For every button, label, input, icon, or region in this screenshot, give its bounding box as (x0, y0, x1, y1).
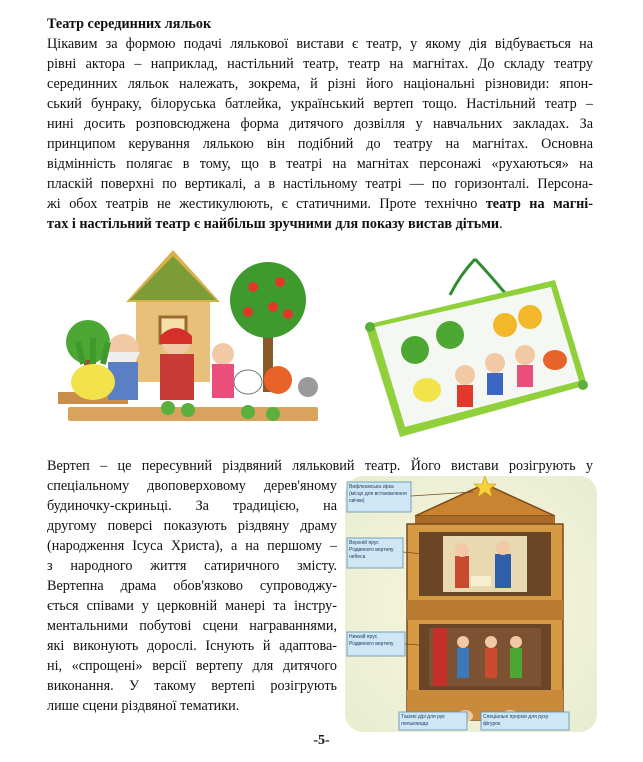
p1-line10-end: . (499, 216, 503, 232)
vertep-line: ється співами у церковній манері та інстру- (47, 598, 337, 614)
vertep-line: лише сцени різдвяної тематики. (47, 698, 240, 714)
p1-line (47, 194, 593, 214)
label-hand-holes: Таємні дірі для рук ляльковода (401, 714, 445, 727)
vertep-diagram (345, 476, 597, 732)
p1-line10-bold: тах і настільний театр є найбільш зручними для показу вистав дітьми (47, 216, 500, 232)
p1-line: принципом керування лялькою він подібний до театру на магнітах. Основна (47, 136, 593, 152)
vertep-line: Вертепна драма обов'язково супроводжу- (47, 578, 337, 594)
vertep-line: які виконують дорослі. Існують й адаптова- (47, 638, 337, 654)
vertep-line: будиночку-скриньці. За традицією, на (47, 498, 337, 514)
p1-line9-bold: театр на магні- (485, 196, 593, 212)
label-lower-tier: Нижній ярус Різдвяного вертепу (349, 634, 394, 647)
vertep-line: ментальними побутові сцени награваннями, (47, 618, 337, 634)
magnetic-board-image (355, 255, 595, 440)
p1-line: Цікавим за формою подачі лялькової вистави є театр, у якому дія відбувається на (47, 36, 593, 52)
p1-line: відмінність полягає в тому, що в театрі на магнітах персонажі «рухаються» на (47, 156, 593, 172)
vertep-line: ні, «спрощені» версії вертепу для дитячого (47, 658, 337, 674)
label-star: Вифлеємська зірка (місце для встановлення свічки) (349, 484, 407, 504)
p1-line9-text: жі обох театрів не жестикулюють, є статичними. Проте технічно (47, 196, 486, 212)
p1-line: нині досить розповсюджена форма дитячого дозвілля у навчальних закладах. За (47, 116, 593, 132)
page-number: -5- (313, 733, 330, 748)
vertep-line: з народного життя сатиричного змісту. (47, 558, 337, 574)
section-heading: Театр серединних ляльок (47, 16, 212, 32)
vertep-line: другому поверсі показують різдвяну драму (47, 518, 337, 534)
p1-line: серединних ляльок належать, зокрема, й різні його національні різновиди: япон- (47, 76, 593, 92)
p1-line: рівні актора – наприклад, настільний театр, театр на магнітах. До складу театру (47, 56, 593, 72)
p1-line: ський бунраку, білоруська батлейка, український вертеп тощо. Настільний театр – (47, 96, 593, 112)
vertep-line: (народження Ісуса Христа), а на першому – (47, 538, 337, 554)
p1-line (47, 214, 503, 234)
vertep-line: виконання. У такому вертепі розігрують (47, 678, 337, 694)
vertep-line: спеціальному двоповерховому дерев'яному (47, 478, 337, 494)
p1-line: пласкій поверхні по вертикалі, а в настільному театрі — по горизонталі. Персона- (47, 176, 593, 192)
vertep-intro-line: Вертеп – це пересувний різдвяний ляльковий театр. Його вистави розігрують у (47, 458, 593, 474)
label-upper-tier: Верхній ярус Різдвяного вертепу небеса (349, 540, 394, 560)
label-slits: Спеціальні прорізи для руху фігурок (483, 714, 549, 727)
table-theater-image (48, 242, 338, 442)
